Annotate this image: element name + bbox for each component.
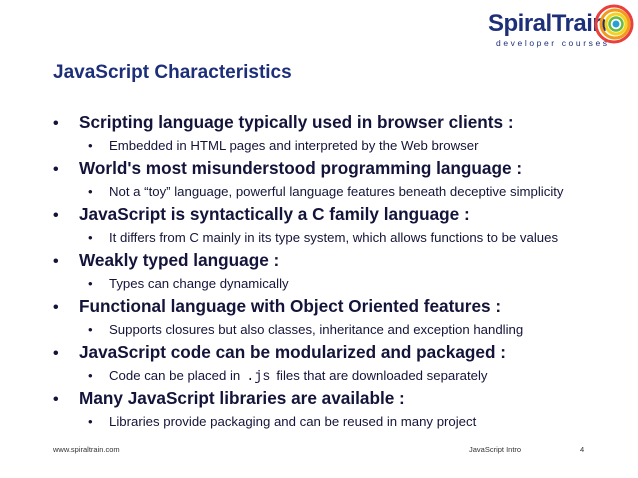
bullet-icon: • [53,391,59,408]
code-snippet: .js [246,370,271,385]
bullet-icon: • [88,184,93,199]
sub-point [88,319,633,340]
footer-url[interactable]: www.spiraltrain.com [53,445,120,454]
bullet-icon: • [88,414,93,429]
bullet-icon: • [88,322,93,337]
bullet-icon: • [88,368,93,383]
list-item [53,248,633,294]
bullet-icon: • [88,276,93,291]
footer-topic: JavaScript Intro [469,445,522,454]
footer-page-number: 4 [580,445,585,454]
main-point [53,294,633,319]
list-item [53,202,633,248]
list-item [53,386,633,432]
bullet-icon: • [53,115,59,132]
main-point [53,202,633,227]
list-item [53,294,633,340]
main-point-text: JavaScript is syntactically a C family language : [79,204,470,224]
logo-tagline: developer courses [496,38,610,48]
sub-point-text: Embedded in HTML pages and interpreted by the Web browser [109,138,479,153]
bullet-icon: • [53,207,59,224]
sub-point [88,181,633,202]
main-point [53,248,633,273]
logo-name: SpiralTrain [488,10,607,37]
bullet-icon: • [88,230,93,245]
sub-point-text: Types can change dynamically [109,276,289,291]
main-point-text: World's most misunderstood programming language : [79,158,523,178]
sub-point [88,135,633,156]
bullet-icon: • [53,299,59,316]
main-point-text: Scripting language typically used in browser clients : [79,112,514,132]
sub-point [88,365,633,386]
main-point [53,156,633,181]
slide-title: JavaScript Characteristics [53,62,292,83]
sub-point-text-after: files that are downloaded separately [276,368,488,383]
sub-point-text: Supports closures but also classes, inheritance and exception handling [109,322,524,337]
sub-point-text-before: Code can be placed in [109,368,241,383]
sub-point [88,411,633,432]
bullet-list [53,110,633,432]
bullet-icon: • [53,345,59,362]
sub-point-text: It differs from C mainly in its type system, which allows functions to be values [109,230,559,245]
list-item [53,156,633,202]
sub-point-text: Not a “toy” language, powerful language features beneath deceptive simplicity [109,184,564,199]
main-point-text: Many JavaScript libraries are available : [79,388,405,408]
spiraltrain-logo [488,2,636,54]
sub-point-text: Libraries provide packaging and can be reused in many project [109,414,477,429]
sub-point [88,227,633,248]
main-point-text: Weakly typed language : [79,250,280,270]
bullet-icon: • [88,138,93,153]
bullet-icon: • [53,161,59,178]
list-item [53,340,633,386]
bullet-icon: • [53,253,59,270]
sub-point [88,273,633,294]
list-item [53,110,633,156]
main-point [53,110,633,135]
sub-point-text [109,365,488,388]
spiral-logo-icon [594,2,634,46]
main-point-text: Functional language with Object Oriented features : [79,296,502,316]
main-point [53,340,633,365]
main-point-text: JavaScript code can be modularized and packaged : [79,342,506,362]
main-point [53,386,633,411]
